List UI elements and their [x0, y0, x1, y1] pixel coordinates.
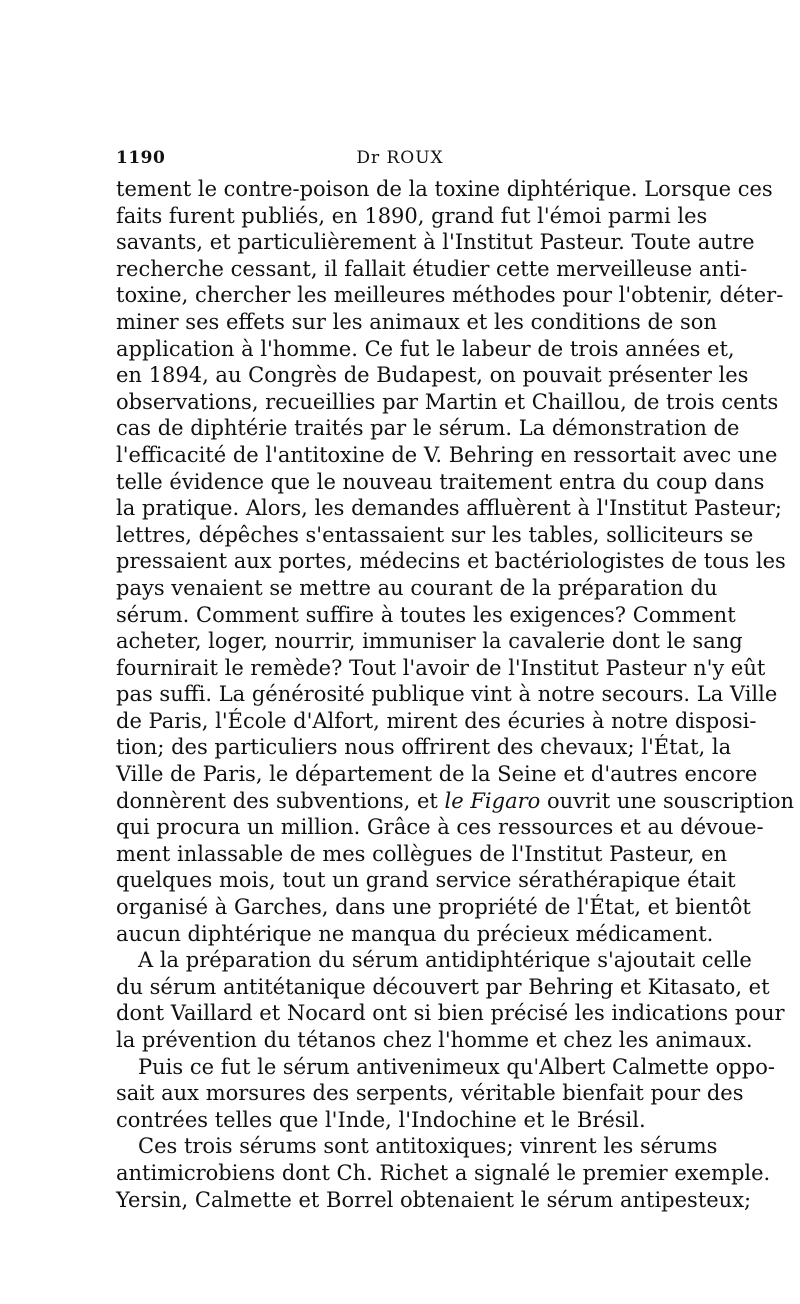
text-line: de Paris, l'École d'Alfort, mirent des écuries à notre disposi- [116, 708, 757, 733]
running-head: Dr ROUX [356, 148, 444, 168]
text-line: sérum. Comment suffire à toutes les exigences? Comment [116, 602, 736, 627]
text-line: pressaient aux portes, médecins et bactériologistes de tous les [116, 549, 786, 574]
text-line: en 1894, au Congrès de Budapest, on pouvait présenter les [116, 363, 749, 388]
text-line: pays venaient se mettre au courant de la préparation du [116, 575, 718, 600]
text-line: Ces trois sérums sont antitoxiques; vinrent les sérums [138, 1134, 718, 1159]
text-line: toxine, chercher les meilleures méthodes pour l'obtenir, déter- [116, 283, 784, 308]
text-line: Yersin, Calmette et Borrel obtenaient le sérum antipesteux; [116, 1187, 752, 1212]
text-line: pas suffi. La générosité publique vint à notre secours. La Ville [116, 682, 778, 707]
text-line: tion; des particuliers nous offrirent des chevaux; l'État, la [116, 735, 732, 760]
text-line: acheter, loger, nourrir, immuniser la cavalerie dont le sang [116, 629, 743, 654]
text-line: recherche cessant, il fallait étudier cette merveilleuse anti- [116, 256, 748, 281]
text-segment: donnèrent des subventions, et [116, 788, 445, 813]
text-line: sait aux morsures des serpents, véritable bienfait pour des [116, 1081, 744, 1106]
text-line: lettres, dépêches s'entassaient sur les tables, solliciteurs se [116, 522, 754, 547]
text-line: tement le contre-poison de la toxine diphtérique. Lorsque ces [116, 177, 773, 201]
newspaper-title: le Figaro [444, 788, 541, 813]
body-text [116, 176, 795, 1213]
text-line: quelques mois, tout un grand service sérathérapique était [116, 868, 736, 893]
text-line: contrées telles que l'Inde, l'Indochine et le Brésil. [116, 1107, 646, 1132]
text-line: application à l'homme. Ce fut le labeur de trois années et, [116, 336, 735, 361]
text-line: miner ses effets sur les animaux et les conditions de son [116, 309, 717, 334]
text-line: du sérum antitétanique découvert par Behring et Kitasato, et [116, 974, 770, 999]
text-line: la prévention du tétanos chez l'homme et chez les animaux. [116, 1028, 753, 1052]
text-line: A la préparation du sérum antidiphtérique s'ajoutait celle [138, 948, 752, 973]
text-line: Ville de Paris, le département de la Seine et d'autres encore [116, 762, 758, 787]
text-line: Puis ce fut le sérum antivenimeux qu'Albert Calmette oppo- [138, 1054, 775, 1079]
text-line: observations, recueillies par Martin et Chaillou, de trois cents [116, 389, 779, 414]
text-line: la pratique. Alors, les demandes affluèrent à l'Institut Pasteur; [116, 496, 782, 521]
page-number: 1190 [116, 148, 166, 168]
text-line: ment inlassable de mes collègues de l'Institut Pasteur, en [116, 841, 728, 866]
text-line: telle évidence que le nouveau traitement entra du coup dans [116, 469, 765, 494]
text-line: cas de diphtérie traités par le sérum. La démonstration de [116, 416, 740, 441]
text-line-with-italic [116, 788, 795, 815]
text-line: savants, et particulièrement à l'Institut Pasteur. Toute autre [116, 230, 755, 255]
text-line: organisé à Garches, dans une propriété de l'État, et bientôt [116, 895, 751, 920]
text-line: aucun diphtérique ne manqua du précieux médicament. [116, 921, 714, 946]
text-line: faits furent publiés, en 1890, grand fut l'émoi parmi les [116, 203, 708, 228]
text-line: l'efficacité de l'antitoxine de V. Behring en ressortait avec une [116, 442, 778, 467]
text-segment: ouvrit une souscription [540, 788, 795, 813]
text-line: qui procura un million. Grâce à ces ressources et au dévoue- [116, 815, 764, 840]
text-line: dont Vaillard et Nocard ont si bien précisé les indications pour [116, 1001, 785, 1026]
text-line: antimicrobiens dont Ch. Richet a signalé le premier exemple. [116, 1160, 771, 1185]
text-line: fournirait le remède? Tout l'avoir de l'Institut Pasteur n'y eût [116, 655, 766, 680]
